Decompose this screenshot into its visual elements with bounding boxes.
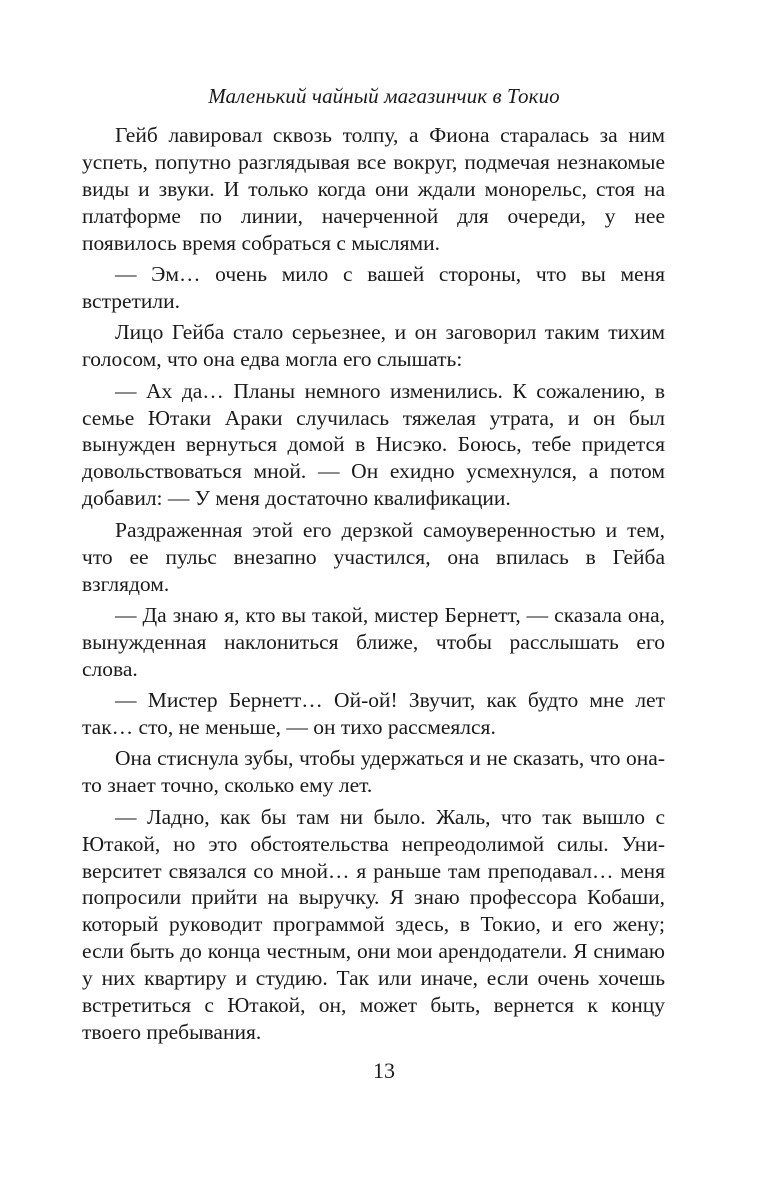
page-number: 13: [373, 1058, 395, 1083]
paragraph: — Да знаю я, кто вы такой, мистер Бернетт, — сказала она, вынужденная наклониться ближе, чтобы расслышать его слова.: [82, 602, 665, 681]
paragraph: Раздраженная этой его дерзкой самоуверенностью и тем, что ее пульс внезапно участился, она впилась в Гейба взглядом.: [82, 517, 665, 596]
paragraph: Лицо Гейба стало серьезнее, и он заговорил таким тихим голосом, что она едва могла его слышать:: [82, 320, 665, 372]
paragraph: Гейб лавировал сквозь толпу, а Фиона старалась за ним успеть, попутно разглядывая все вокруг, подмечая незнакомые виды и звуки. И только когда они ждали монорельс, стоя на платформе по линии, начерченной для очереди, у нее появилось время собраться с мыслями.: [82, 123, 665, 255]
paragraph: — Ладно, как бы там ни было. Жаль, что так вышло с Ютакой, но это обстоятельства непреодолимой силы. Университет связался со мной… я раньше там преподавал… меня попросили прийти на выручку. Я знаю профессора Кобаши, который руководит программой здесь, в Токио, и его жену; если быть до конца честным, они мои арендодатели. Я снимаю у них квартиру и студию. Так или иначе, если очень хочешь встретиться с Ютакой, он, может быть, вернется к концу твоего пребывания.: [82, 804, 665, 1044]
paragraph: — Эм… очень мило с вашей стороны, что вы меня встретили.: [82, 262, 665, 313]
paragraph: — Мистер Бернетт… Ой-ой! Звучит, как будто мне лет так… сто, не меньше, — он тихо рассмеялся.: [82, 688, 665, 740]
body-text: [82, 122, 665, 1050]
running-head: Маленький чайный магазинчик в Токио: [208, 84, 560, 108]
paragraph: Она стиснула зубы, чтобы удержаться и не сказать, что она-то знает точно, сколько ему лет.: [82, 746, 665, 798]
paragraph: — Ах да… Планы немного изменились. К сожалению, в семье Ютаки Араки случилась тяжелая утрата, и он был вынужден вернуться домой в Нисэко. Боюсь, тебе придется довольствоваться мной. — Он ехидно усмехнулся, а потом добавил: — У меня достаточно квалификации.: [82, 378, 665, 511]
